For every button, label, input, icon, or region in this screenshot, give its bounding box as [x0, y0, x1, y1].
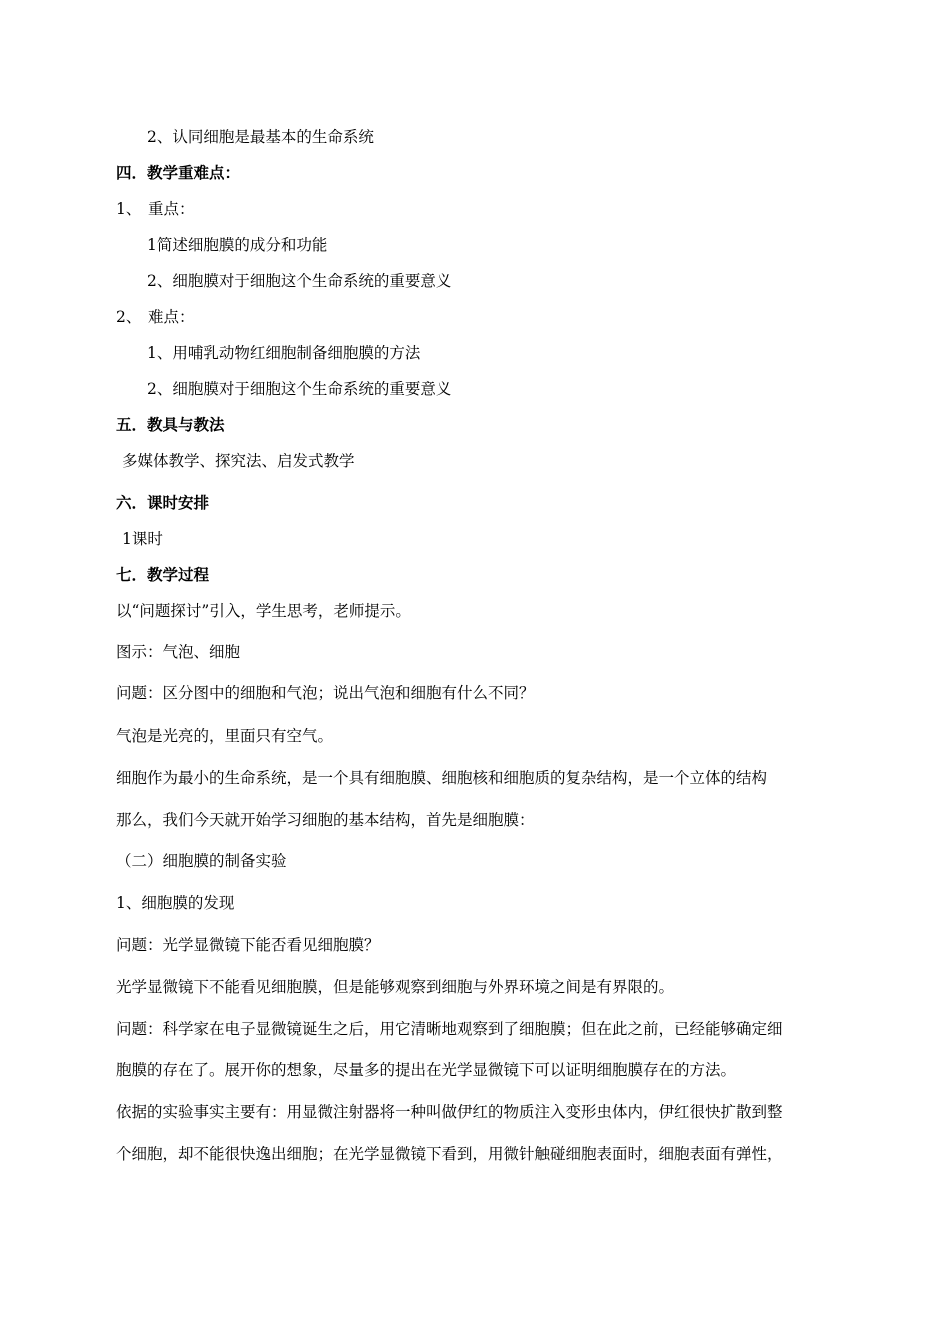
difficult-points-text: 难点：	[148, 308, 195, 326]
key-points-text: 重点：	[148, 200, 195, 218]
difficult-points-label	[116, 307, 195, 327]
paragraph: 个细胞，却不能很快逸出细胞；在光学显微镜下看到，用微针触碰细胞表面时，细胞表面有弹性，	[116, 1145, 783, 1163]
difficult-points-number: 2、	[116, 308, 142, 326]
paragraph: 以“问题探讨”引入，学生思考，老师提示。	[116, 602, 411, 620]
key-point-1: 1简述细胞膜的成分和功能	[147, 236, 328, 254]
key-points-label	[116, 199, 195, 219]
subsection-heading: （二）细胞膜的制备实验	[116, 852, 287, 870]
objective-item-2: 2、认同细胞是最基本的生命系统	[147, 128, 374, 146]
paragraph: 问题：区分图中的细胞和气泡；说出气泡和细胞有什么不同？	[116, 684, 535, 702]
section-heading-5: 五．教具与教法	[116, 416, 225, 434]
teaching-methods-text: 多媒体教学、探究法、启发式教学	[122, 452, 355, 470]
difficult-point-2: 2、细胞膜对于细胞这个生命系统的重要意义	[147, 380, 452, 398]
paragraph: 依据的实验事实主要有：用显微注射器将一种叫做伊红的物质注入变形虫体内，伊红很快扩散到整	[116, 1103, 783, 1121]
key-points-number: 1、	[116, 200, 142, 218]
key-point-2: 2、细胞膜对于细胞这个生命系统的重要意义	[147, 272, 452, 290]
paragraph: 图示：气泡、细胞	[116, 643, 241, 661]
paragraph: 胞膜的存在了。展开你的想象，尽量多的提出在光学显微镜下可以证明细胞膜存在的方法。	[116, 1061, 737, 1079]
paragraph: 气泡是光亮的，里面只有空气。	[116, 727, 334, 745]
section-heading-7: 七．教学过程	[116, 566, 210, 584]
paragraph: 光学显微镜下不能看见细胞膜，但是能够观察到细胞与外界环境之间是有界限的。	[116, 978, 675, 996]
paragraph: 那么，我们今天就开始学习细胞的基本结构，首先是细胞膜：	[116, 811, 535, 829]
subsection-item: 1、细胞膜的发现	[116, 894, 235, 912]
section-heading-4: 四．教学重难点：	[116, 164, 241, 182]
paragraph: 问题：光学显微镜下能否看见细胞膜？	[116, 936, 380, 954]
section-heading-6: 六．课时安排	[116, 494, 210, 512]
difficult-point-1: 1、用哺乳动物红细胞制备细胞膜的方法	[147, 344, 421, 362]
paragraph: 细胞作为最小的生命系统，是一个具有细胞膜、细胞核和细胞质的复杂结构，是一个立体的结构	[116, 769, 768, 787]
class-hours-text: 1课时	[122, 530, 163, 548]
paragraph: 问题：科学家在电子显微镜诞生之后，用它清晰地观察到了细胞膜；但在此之前，已经能够确定细	[116, 1020, 783, 1038]
